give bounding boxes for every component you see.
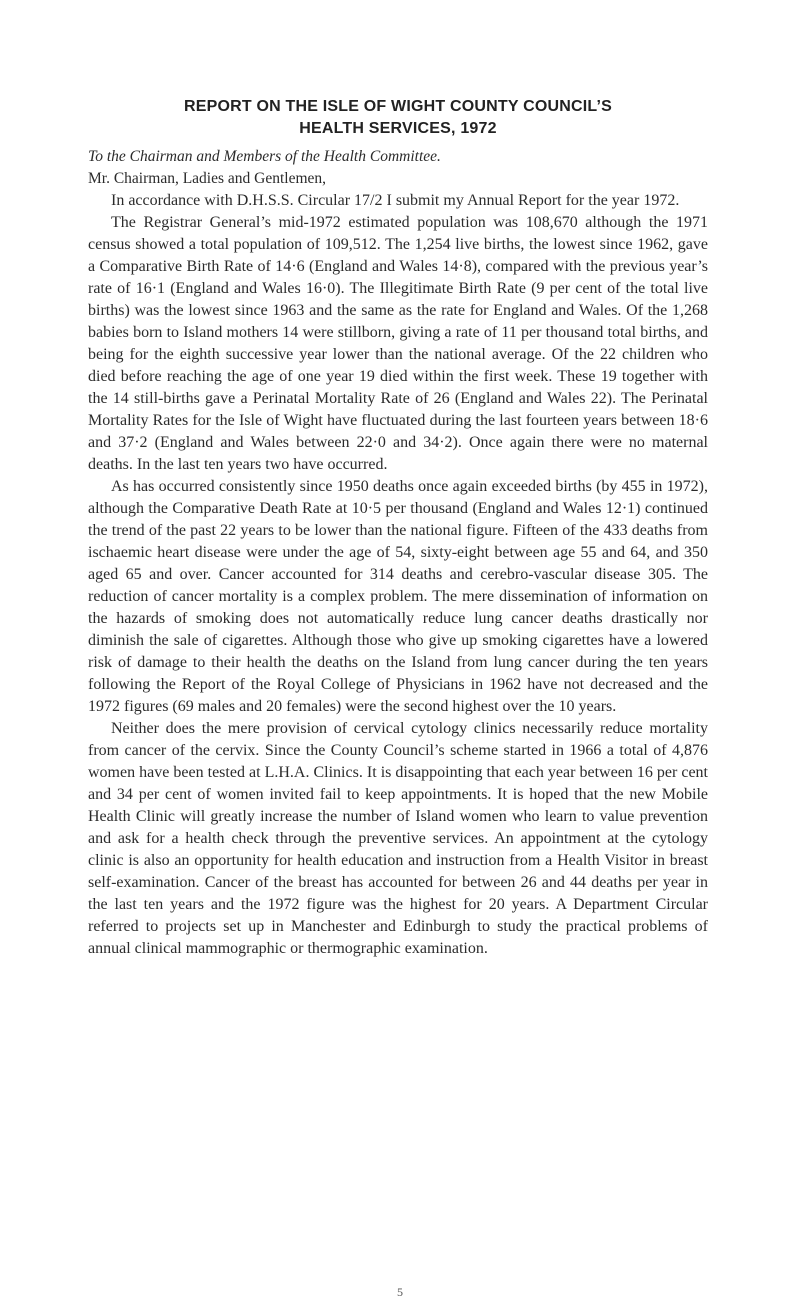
report-page (88, 96, 708, 960)
salutation: To the Chairman and Members of the Health Committee. (88, 148, 441, 165)
paragraph-3: As has occurred consistently since 1950 deaths once again exceeded births (by 455 in 1972), although the Comparative Death Rate at 10·5 per thousand (England and Wales 12·1) continued the trend of the past 22 years to be lower than the national figure. Fifteen of the 433 deaths from ischaemic heart disease were under the age of 54, sixty-eight between age 55 and 64, and 350 aged 65 and over. Cancer accounted for 314 deaths and cerebro-vascular disease 305. The reduction of cancer mortality is a complex problem. The mere dissemination of information on the hazards of smoking does not automatically reduce lung cancer deaths drastically nor diminish the sale of cigarettes. Although those who give up smoking cigarettes have a lowered risk of damage to their health the deaths on the Island from lung cancer during the ten years following the Report of the Royal College of Physicians in 1962 have not decreased and the 1972 figures (69 males and 20 females) were the second highest over the 10 years. (88, 478, 708, 715)
greeting: Mr. Chairman, Ladies and Gentlemen, (88, 170, 327, 187)
page-number: 5 (397, 1285, 403, 1299)
report-title (88, 96, 708, 140)
title-line-1: REPORT ON THE ISLE OF WIGHT COUNTY COUNCIL’S (183, 98, 613, 115)
paragraph-1: In accordance with D.H.S.S. Circular 17/2 I submit my Annual Report for the year 1972. (111, 192, 680, 209)
paragraph-2: The Registrar General’s mid-1972 estimated population was 108,670 although the 1971 census showed a total population of 109,512. The 1,254 live births, the lowest since 1962, gave a Comparative Birth Rate of 14·6 (England and Wales 14·8), compared with the previous year’s rate of 16·1 (England and Wales 16·0). The Illegitimate Birth Rate (9 per cent of the total live births) was the lowest since 1963 and the same as the rate for England and Wales. Of the 1,268 babies born to Island mothers 14 were stillborn, giving a rate of 11 per thousand total births, and being for the eighth successive year lower than the national average. Of the 22 children who died before reaching the age of one year 19 died within the first week. These 19 together with the 14 still-births gave a Perinatal Mortality Rate of 26 (England and Wales 22). The Perinatal Mortality Rates for the Isle of Wight have fluctuated during the last fourteen years between 18·6 and 37·2 (England and Wales between 22·0 and 34·2). Once again there were no maternal deaths. In the last ten years two have occurred. (88, 214, 708, 473)
title-line-2: HEALTH SERVICES, 1972 (299, 120, 497, 137)
paragraph-4: Neither does the mere provision of cervical cytology clinics necessarily reduce mortality from cancer of the cervix. Since the County Council’s scheme started in 1966 a total of 4,876 women have been tested at L.H.A. Clinics. It is disappointing that each year between 16 per cent and 34 per cent of women invited fail to keep appointments. It is hoped that the new Mobile Health Clinic will greatly increase the number of Island women who learn to value prevention and ask for a health check through the preventive services. An appointment at the cytology clinic is also an opportunity for health education and instruction from a Health Visitor in breast self-examination. Cancer of the breast has accounted for between 26 and 44 deaths per year in the last ten years and the 1972 figure was the highest for 20 years. A Department Circular referred to projects set up in Manchester and Edinburgh to study the practical problems of annual clinical mammographic or thermographic examination. (88, 720, 708, 957)
